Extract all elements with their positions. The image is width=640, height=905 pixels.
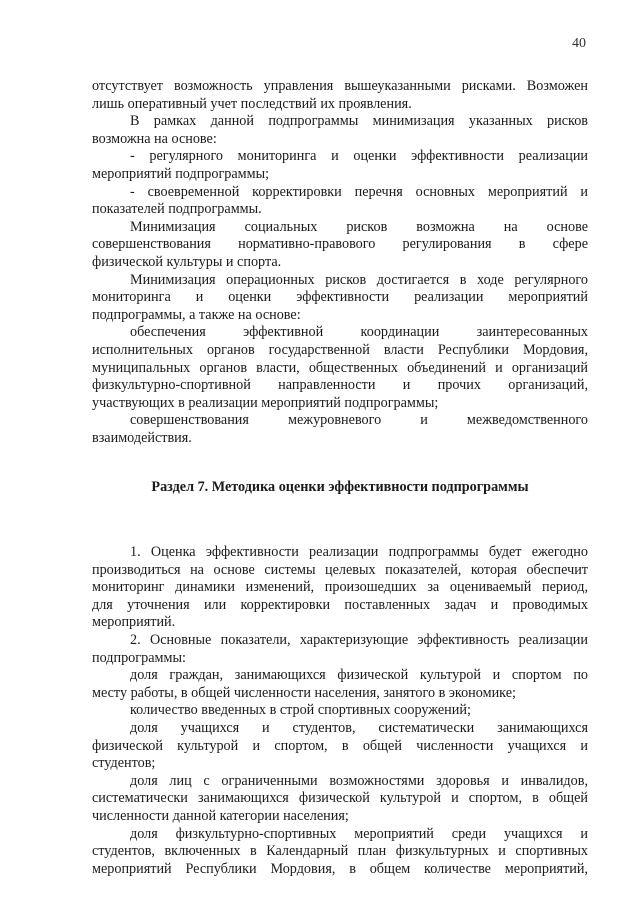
text-line: мероприятий Республики Мордовия, в общем количестве мероприятий, xyxy=(92,860,588,877)
text-line: взаимодействия. xyxy=(92,429,192,446)
list-item xyxy=(92,720,588,773)
text-line: доля физкультурно-спортивных мероприятий среди учащихся и xyxy=(130,825,588,842)
text-line: подпрограммы: xyxy=(92,649,186,666)
paragraph xyxy=(92,113,588,148)
text-line: производиться на основе системы целевых показателей, которая обеспечит xyxy=(92,561,588,578)
document-body xyxy=(92,78,588,878)
list-item xyxy=(92,324,588,412)
paragraph xyxy=(92,219,588,272)
list-item xyxy=(92,826,588,879)
text-line: В рамках данной подпрограммы минимизация указанных рисков xyxy=(130,113,588,130)
text-line: студентов; xyxy=(92,755,156,772)
text-line: численности данной категории населения; xyxy=(92,807,349,824)
section-heading: Раздел 7. Методика оценки эффективности подпрограммы xyxy=(151,479,529,496)
text-line: совершенствования межуровневого и межведомственного xyxy=(130,412,588,429)
text-line: доля лиц с ограниченными возможностями здоровья и инвалидов, xyxy=(130,772,588,789)
text-line: для уточнения или корректировки поставленных задач и проводимых xyxy=(92,596,588,613)
list-item xyxy=(92,702,588,720)
text-line: отсутствует возможность управления вышеуказанными рисками. Возможен xyxy=(92,78,588,94)
text-line: обеспечения эффективной координации заинтересованных xyxy=(130,324,588,341)
text-line: возможна на основе: xyxy=(92,130,217,147)
text-line: 2. Основные показатели, характеризующие эффективность реализации xyxy=(130,632,588,648)
text-line: лишь оперативный учет последствий их проявления. xyxy=(92,95,412,112)
text-line: физкультурно-спортивной направленности и прочих организаций, xyxy=(92,377,588,394)
text-line: студентов, включенных в Календарный план физкультурных и спортивных xyxy=(92,843,588,860)
text-line: подпрограммы, а также на основе: xyxy=(92,306,301,323)
page-number: 40 xyxy=(572,36,586,51)
paragraph xyxy=(92,632,588,667)
text-line: 1. Оценка эффективности реализации подпрограммы будет ежегодно xyxy=(130,544,588,561)
text-line: участвующих в реализации мероприятий подпрограммы; xyxy=(92,394,439,411)
list-item xyxy=(92,148,588,183)
text-line: доля учащихся и студентов, систематически занимающихся xyxy=(130,719,588,736)
text-line: систематически занимающихся физической культурой и спортом, в общей xyxy=(92,790,588,807)
paragraph xyxy=(92,272,588,325)
text-line: - регулярного мониторинга и оценки эффективности реализации xyxy=(130,148,588,165)
list-item xyxy=(92,667,588,702)
text-line: Минимизация операционных рисков достигается в ходе регулярного xyxy=(130,271,588,288)
text-line: мероприятий подпрограммы; xyxy=(92,165,270,182)
text-line: исполнительных органов государственной власти Республики Мордовия, xyxy=(92,341,588,358)
text-line: показателей подпрограммы. xyxy=(92,201,262,218)
text-line: мероприятий. xyxy=(92,614,176,631)
text-line: физической культуры и спорта. xyxy=(92,253,282,270)
text-line: муниципальных органов власти, общественных объединений и организаций xyxy=(92,359,588,376)
text-line: физической культурой и спортом, в общей численности учащихся и xyxy=(92,737,588,754)
list-item xyxy=(92,412,588,447)
text-line: Минимизация социальных рисков возможна на основе xyxy=(130,218,588,235)
text-line: мониторинга и оценки эффективности реализации мероприятий xyxy=(92,289,588,306)
text-line: - своевременной корректировки перечня основных мероприятий и xyxy=(130,183,588,200)
text-line: совершенствования нормативно-правового регулирования в сфере xyxy=(92,236,588,253)
list-item xyxy=(92,773,588,826)
text-line: месту работы, в общей численности населения, занятого в экономике; xyxy=(92,684,516,701)
text-line: количество введенных в строй спортивных сооружений; xyxy=(130,702,471,719)
paragraph xyxy=(92,544,588,632)
text-line: мониторинг динамики изменений, произошедших за оцениваемый период, xyxy=(92,579,588,596)
spacer xyxy=(92,527,588,544)
list-item xyxy=(92,184,588,219)
text-line: доля граждан, занимающихся физической культурой и спортом по xyxy=(130,667,588,684)
paragraph xyxy=(92,78,588,113)
